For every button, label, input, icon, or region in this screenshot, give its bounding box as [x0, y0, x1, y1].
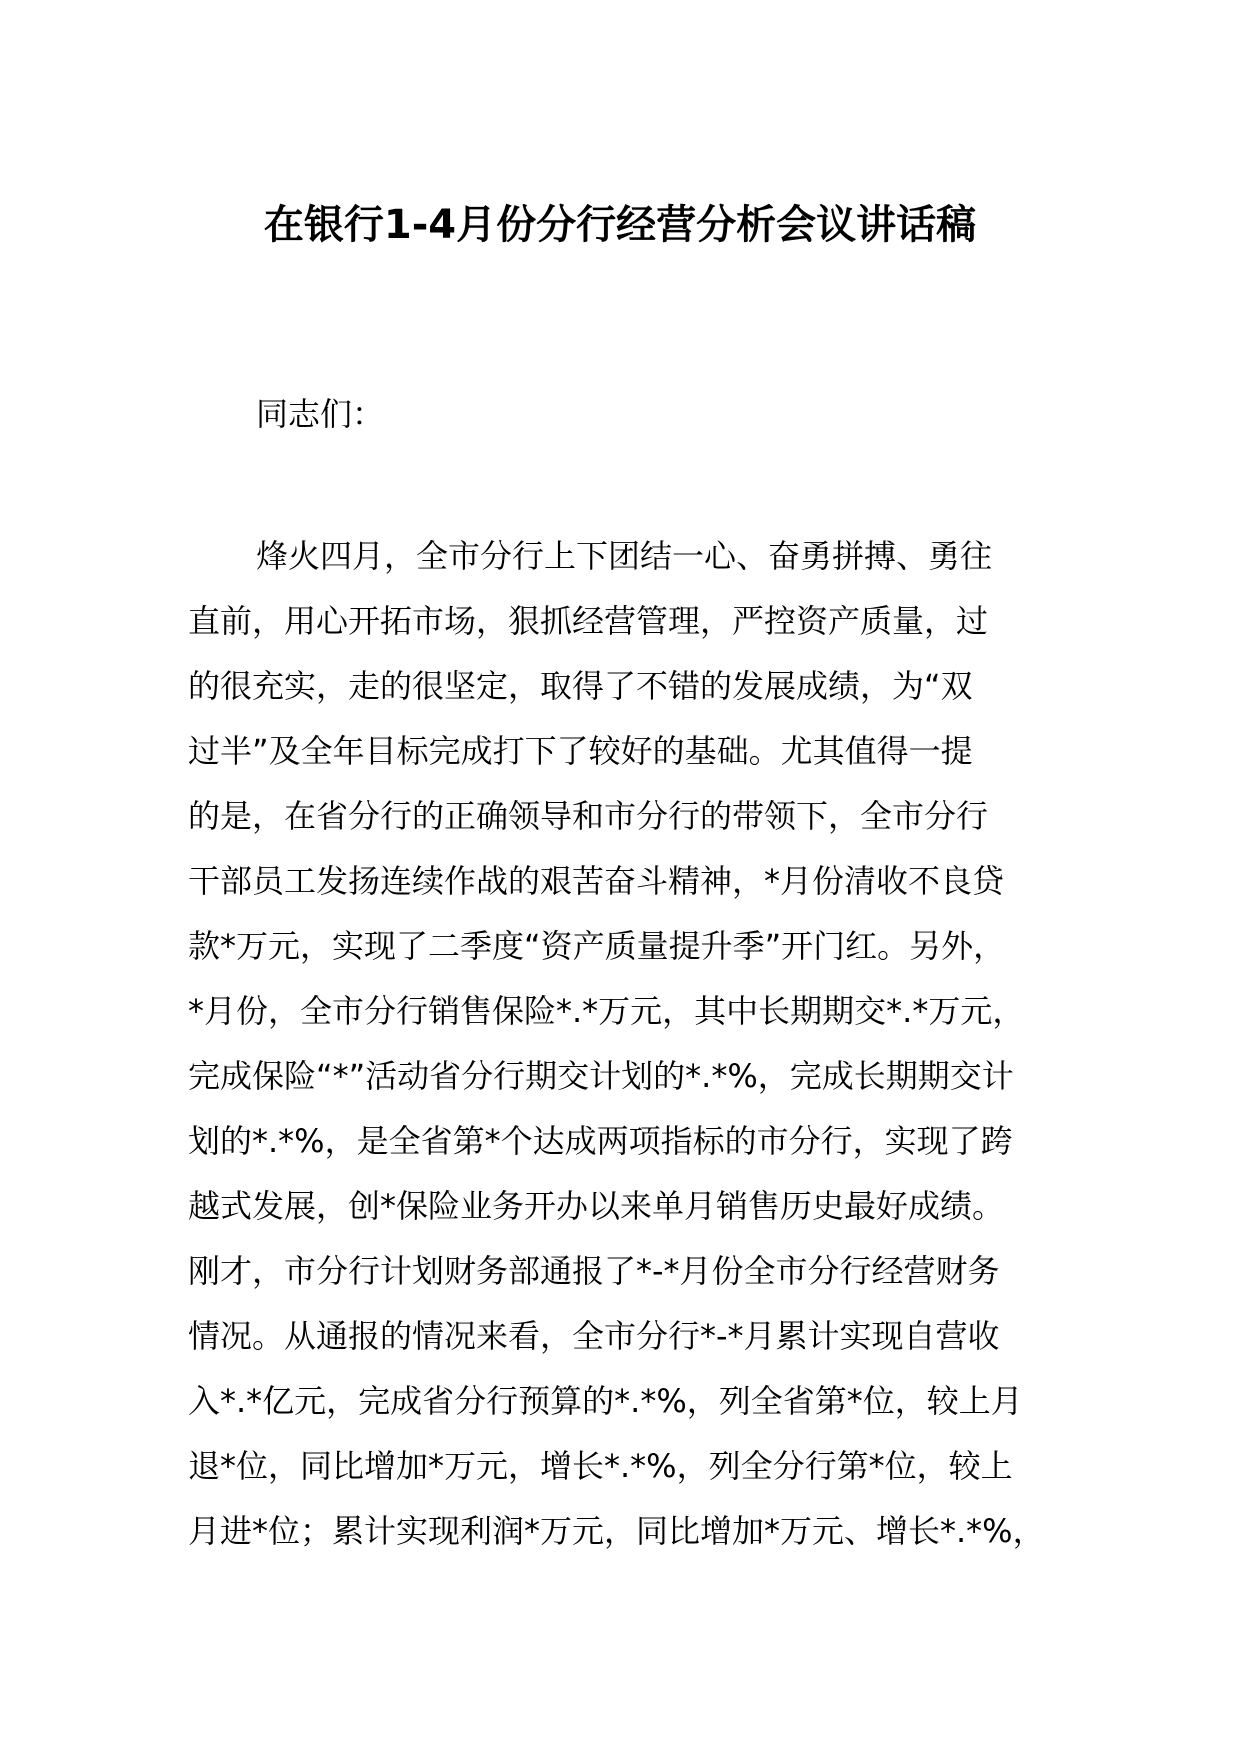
paragraph-line: 入*.*亿元，完成省分行预算的*.*%，列全省第*位，较上月 — [188, 1382, 1023, 1420]
paragraph-line: 干部员工发扬连续作战的艰苦奋斗精神，*月份清收不良贷 — [188, 862, 1005, 900]
document-title: 在银行1-4月份分行经营分析会议讲话稿 — [263, 202, 977, 248]
paragraph-line: 完成保险“*”活动省分行期交计划的*.*%，完成长期期交计 — [188, 1057, 1014, 1095]
paragraph-line: 退*位，同比增加*万元，增长*.*%，列全分行第*位，较上 — [188, 1447, 1013, 1485]
body-paragraph — [188, 524, 1088, 1564]
paragraph-line: 烽火四月，全市分行上下团结一心、奋勇拼搏、勇往 — [256, 537, 993, 575]
paragraph-line: 情况。从通报的情况来看，全市分行*-*月累计实现自营收 — [188, 1317, 1000, 1355]
salutation: 同志们： — [256, 395, 385, 433]
paragraph-line: 越式发展，创*保险业务开办以来单月销售历史最好成绩。 — [188, 1187, 1005, 1225]
paragraph-line: 划的*.*%，是全省第*个达成两项指标的市分行，实现了跨 — [188, 1122, 1013, 1160]
paragraph-line: 刚才，市分行计划财务部通报了*-*月份全市分行经营财务 — [188, 1252, 1000, 1290]
paragraph-line: 款*万元，实现了二季度“资产质量提升季”开门红。另外， — [188, 927, 1006, 965]
paragraph-line: 的很充实，走的很坚定，取得了不错的发展成绩，为“双 — [188, 667, 973, 705]
paragraph-line: 过半”及全年目标完成打下了较好的基础。尤其值得一提 — [188, 732, 973, 770]
paragraph-line: 直前，用心开拓市场，狠抓经营管理，严控资产质量，过 — [188, 602, 989, 640]
paragraph-line: 月进*位；累计实现利润*万元，同比增加*万元、增长*.*%， — [188, 1512, 1045, 1550]
paragraph-line: *月份，全市分行销售保险*.*万元，其中长期期交*.*万元， — [188, 992, 1025, 1030]
paragraph-line: 的是，在省分行的正确领导和市分行的带领下，全市分行 — [188, 797, 989, 835]
